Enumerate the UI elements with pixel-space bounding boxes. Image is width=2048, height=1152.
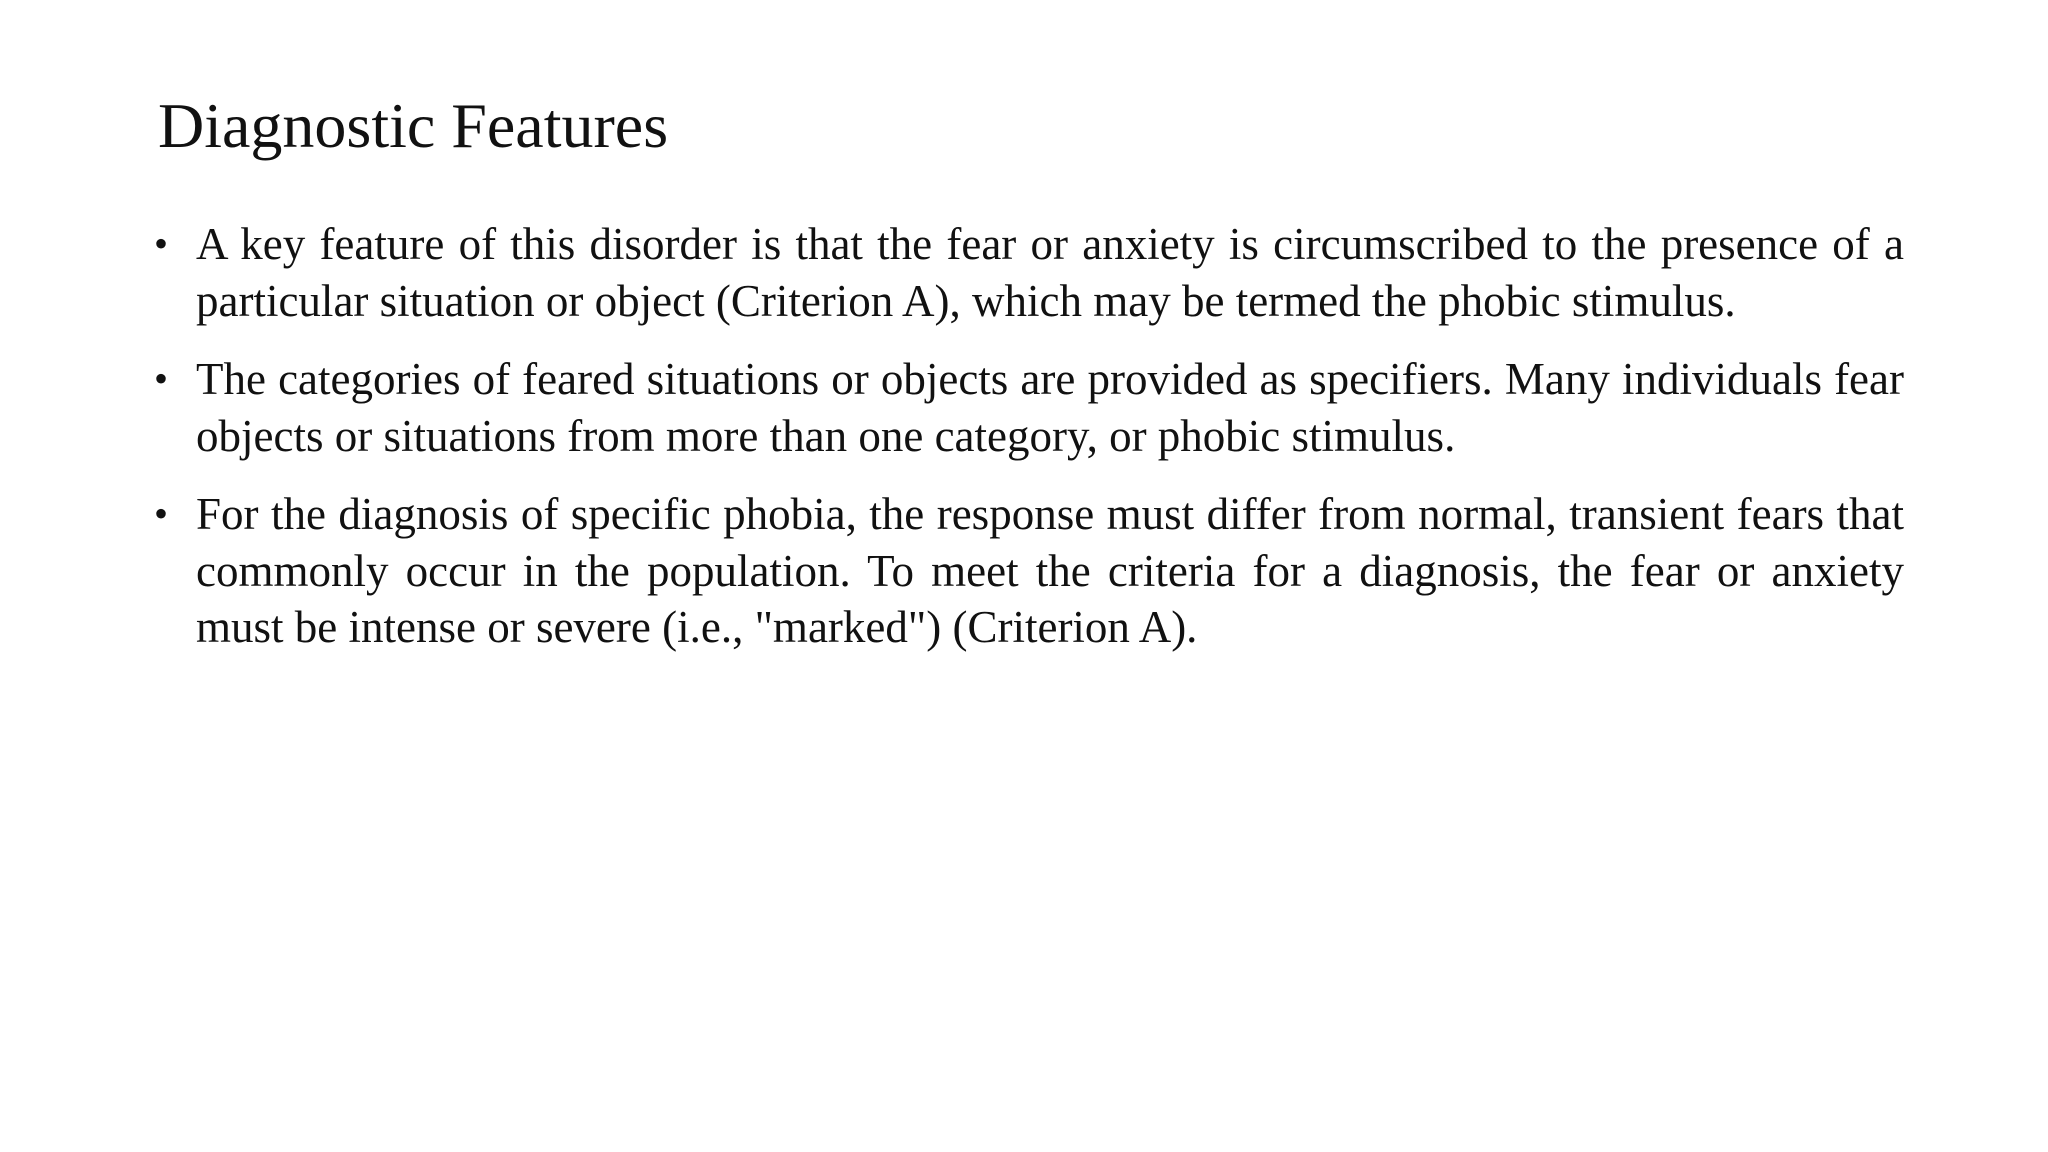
- bullet-icon: •: [154, 356, 169, 401]
- bullet-text: For the diagnosis of specific phobia, the response must differ from normal, transient fears that commonly occur in the population. To meet the criteria for a diagnosis, the fear or anxiety must be intense or severe (i.e., "marked") (Criterion A).: [196, 489, 1904, 652]
- bullet-text: A key feature of this disorder is that the fear or anxiety is circumscribed to the presence of a particular situation or object (Criterion A), which may be termed the phobic stimulus.: [196, 219, 1904, 326]
- bullet-list: [154, 216, 1904, 678]
- bullet-text: The categories of feared situations or objects are provided as specifiers. Many individuals fear objects or situations from more than one category, or phobic stimulus.: [196, 354, 1904, 461]
- slide-title: Diagnostic Features: [158, 90, 669, 161]
- bullet-icon: •: [154, 221, 169, 266]
- bullet-item: [154, 216, 1904, 329]
- bullet-item: [154, 351, 1904, 464]
- bullet-icon: •: [154, 491, 169, 536]
- bullet-item: [154, 486, 1904, 656]
